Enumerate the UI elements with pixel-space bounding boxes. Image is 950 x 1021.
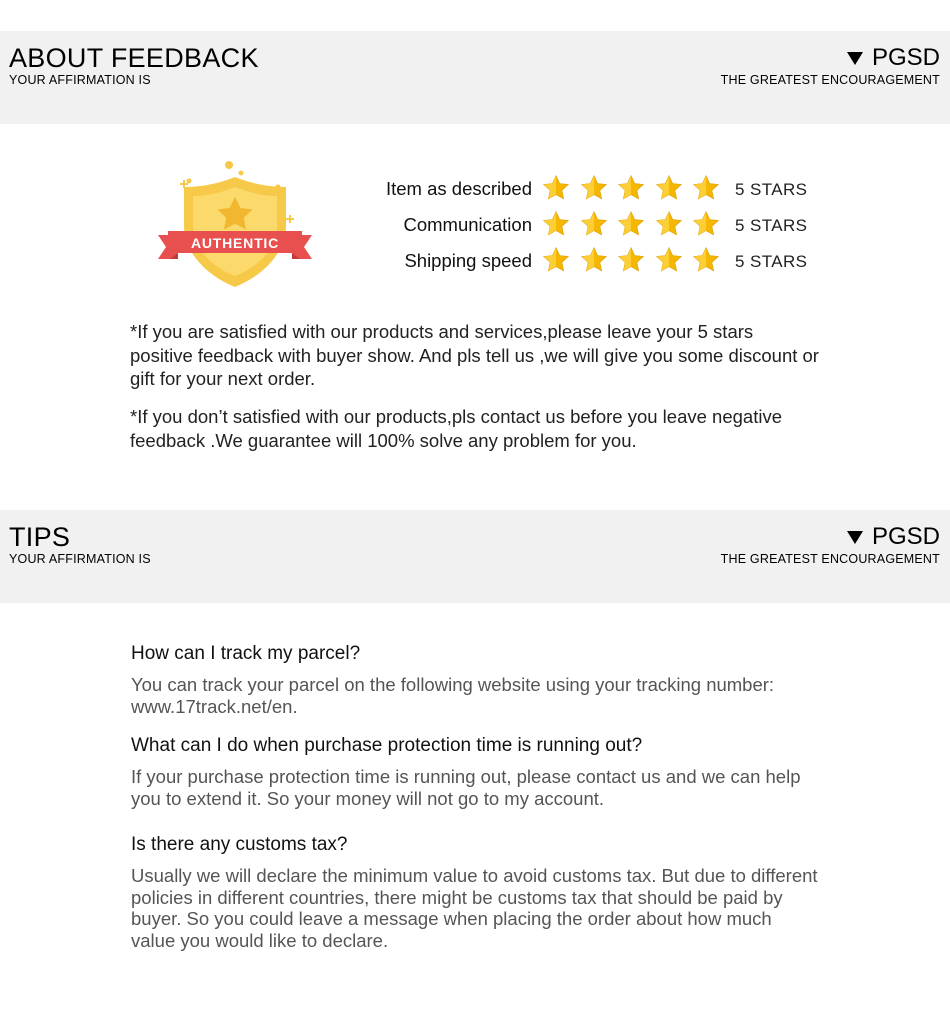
feedback-note-negative: *If you don’t satisfied with our products,pls contact us before you leave negative feedback .We guarantee will 100% solve any problem for you. (130, 406, 782, 451)
star-icon (692, 246, 720, 274)
star-icon (580, 174, 608, 202)
star-icon (617, 210, 645, 238)
star-rating (542, 174, 730, 202)
faq-question: How can I track my parcel? (131, 643, 361, 664)
star-icon (542, 246, 570, 274)
badge-label: AUTHENTIC (190, 235, 280, 251)
brand-label (847, 523, 940, 551)
section-subtitle-left: YOUR AFFIRMATION IS (9, 552, 151, 566)
rating-value: 5 STARS (735, 216, 808, 235)
star-icon (542, 210, 570, 238)
faq-item (131, 833, 821, 951)
rating-value: 5 STARS (735, 252, 808, 271)
star-icon (655, 210, 683, 238)
rating-row (350, 244, 820, 276)
faq-question: What can I do when purchase protection time is running out? (131, 735, 643, 756)
brand-label (847, 44, 940, 72)
brand-name: PGSD (871, 44, 940, 71)
star-rating (542, 246, 730, 274)
faq-item (131, 642, 821, 717)
star-icon (655, 174, 683, 202)
rating-row (350, 208, 820, 240)
rating-value: 5 STARS (735, 180, 808, 199)
star-icon (692, 210, 720, 238)
star-rating (542, 210, 730, 238)
star-icon (580, 246, 608, 274)
star-icon (692, 174, 720, 202)
section-title-tips: TIPS (9, 522, 71, 552)
section-title-feedback: ABOUT FEEDBACK (9, 43, 259, 73)
rating-label: Item as described (385, 178, 532, 199)
rating-label: Shipping speed (404, 250, 532, 271)
section-subtitle-right: THE GREATEST ENCOURAGEMENT (720, 73, 940, 87)
faq-question: Is there any customs tax? (131, 834, 348, 855)
triangle-down-icon (847, 531, 863, 544)
star-icon (617, 174, 645, 202)
authentic-badge (140, 155, 330, 295)
star-icon (617, 246, 645, 274)
brand-name: PGSD (871, 523, 940, 550)
star-icon (580, 210, 608, 238)
faq-answer: Usually we will declare the minimum value to avoid customs tax. But due to different policies in different countries, there might be customs tax that should be paid by buyer. So you could leave a message when placing the order about how much value you would like to declare. (131, 865, 818, 951)
faq-answer: If your purchase protection time is running out, please contact us and we can help you to extend it. So your money will not go to my account. (131, 766, 801, 809)
faq-item (131, 734, 821, 809)
tips-header-band (0, 510, 950, 603)
star-icon (655, 246, 683, 274)
triangle-down-icon (847, 52, 863, 65)
faq-answer: You can track your parcel on the following website using your tracking number: www.17track.net/en. (131, 674, 775, 717)
section-subtitle-left: YOUR AFFIRMATION IS (9, 73, 151, 87)
feedback-header-band (0, 31, 950, 124)
feedback-note-positive: *If you are satisfied with our products and services,please leave your 5 stars positive feedback with buyer show. And pls tell us ,we will give you some discount or gift for your next order. (130, 321, 819, 389)
section-subtitle-right: THE GREATEST ENCOURAGEMENT (720, 552, 940, 566)
star-icon (542, 174, 570, 202)
rating-label: Communication (403, 214, 532, 235)
rating-row (350, 172, 820, 204)
